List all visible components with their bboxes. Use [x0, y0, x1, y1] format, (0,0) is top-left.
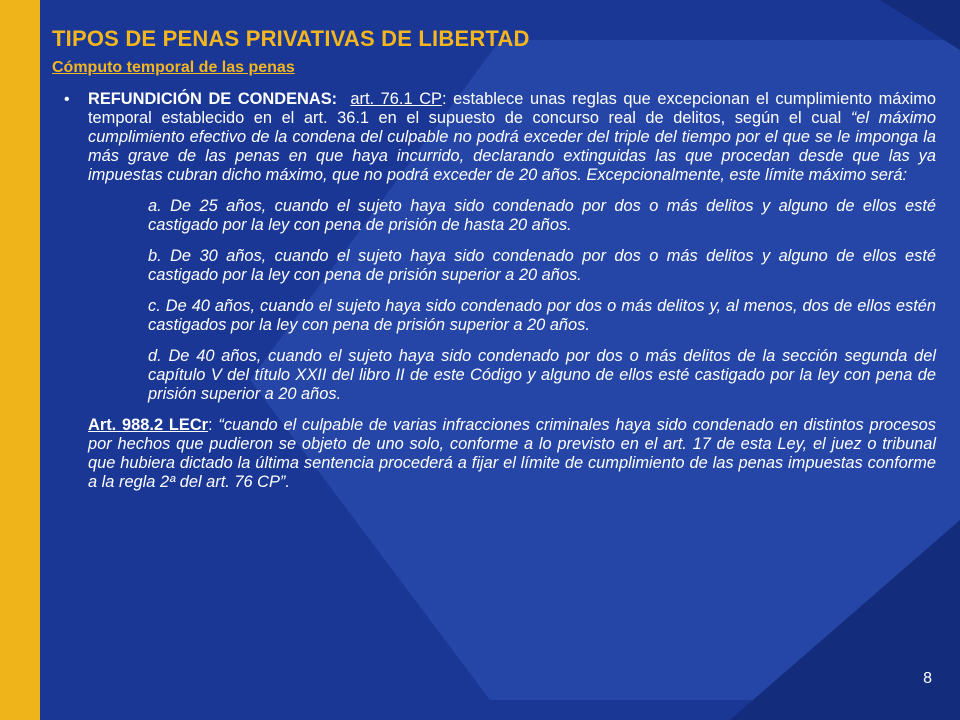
- main-paragraph: [88, 90, 936, 185]
- main-text: : establece unas reglas que excepcionan el cumplimiento máximo temporal establecido en el art. 36.1 en el supuesto de concurso real de delitos, según el cual: [88, 90, 936, 127]
- lecr-reference-link[interactable]: Art. 988.2 LECr: [88, 416, 209, 434]
- list-item-a: a. De 25 años, cuando el sujeto haya sido condenado por dos o más delitos y alguno de ellos esté castigado por la ley con pena de prisión de hasta 20 años.: [148, 197, 936, 234]
- article-reference-link[interactable]: art. 76.1 CP: [350, 90, 442, 108]
- list-item-d: d. De 40 años, cuando el sujeto haya sido condenado por dos o más delitos de la sección segunda del capítulo V del título XXII del libro II de este Código y alguno de ellos esté castigado por la ley con pena de prisión superior a 20 años.: [148, 347, 936, 403]
- slide-content: [52, 24, 936, 492]
- page-number: 8: [923, 670, 932, 687]
- limit-list: [88, 197, 936, 404]
- bullet-item: [52, 90, 936, 492]
- list-item-b: b. De 30 años, cuando el sujeto haya sido condenado por dos o más delitos y alguno de ellos esté castigado por la ley con pena de prisión superior a 20 años.: [148, 247, 936, 284]
- main-lead: REFUNDICIÓN DE CONDENAS:: [88, 90, 338, 108]
- left-accent-bar: [0, 0, 40, 720]
- slide-title: TIPOS DE PENAS PRIVATIVAS DE LIBERTAD: [52, 26, 530, 51]
- lecr-paragraph: [88, 416, 936, 492]
- lecr-text: :: [208, 416, 219, 434]
- lecr-quote: “cuando el culpable de varias infracciones criminales haya sido condenado en distintos procesos por hechos que pudieron se objeto de uno solo, conforme a lo previsto en el art. 17 de esta Ley, el juez o tribunal que hubiera dictado la última sentencia procederá a fijar el límite de cumplimiento de las penas impuestas conforme a la regla 2ª del art. 76 CP”.: [88, 416, 936, 491]
- bullet-symbol: •: [64, 91, 70, 108]
- list-item-c: c. De 40 años, cuando el sujeto haya sido condenado por dos o más delitos y, al menos, dos de ellos estén castigados por la ley con pena de prisión superior a 20 años.: [148, 297, 936, 334]
- main-quote: “el máximo cumplimiento efectivo de la condena del culpable no podrá exceder del triple del tiempo por el que se le imponga la más grave de las penas en que haya incurrido, declarando extinguidas las que procedan desde que las ya impuestas cubran dicho máximo, que no podrá exceder de 20 años. Excepcionalmente, este límite máximo será:: [88, 109, 936, 184]
- slide-subtitle: Cómputo temporal de las penas: [52, 59, 295, 76]
